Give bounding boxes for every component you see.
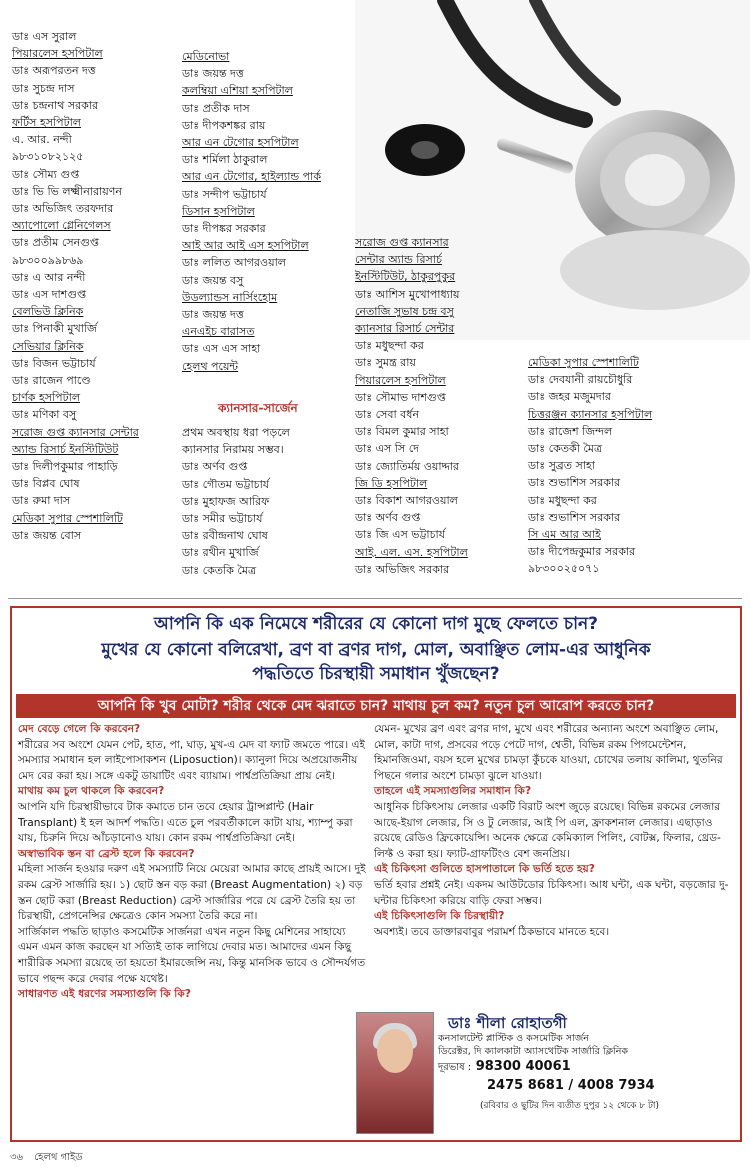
hospital-name: জি ডি হসপিটাল: [355, 476, 428, 490]
doctor-entry: ডাঃ সৌমাভ দাশগুপ্ত: [355, 390, 446, 404]
advert-paragraph: মহিলা সার্জন হওয়ার দরুণ এই সমস্যাটি নিয়ে মেয়েরা আমার কাছে প্রায়ই আসে। দুই রকম ব্রেস্ট সার্জারি হয়। ১) ছোট স্তন বড় করা (Breast Augmentation) ২) বড় স্তন ছোট করা (Breast Reduction) ব্রেস্ট সার্জারির পরে যে ব্রেস্ট তৈরি হয় তা চিরস্থায়ী, প্রেগনেন্সির ক্ষেত্রেও কোন সমস্যা তৈরি করে না।: [18, 863, 366, 923]
doctor-entry: ডাঃ সমীর ভট্টাচার্য: [182, 512, 263, 526]
doctor-entry: ডাঃ এস এস সাহা: [182, 342, 261, 356]
advert-headline-2a: মুখের যে কোনো বলিরেখা, ব্রণ বা ব্রণর দাগ, মোল, অবাঞ্ছিত লোম-এর আধুনিক: [101, 640, 651, 660]
advert-subheading: এই চিকিৎসা গুলিতে হাসপাতালে কি ভর্তি হতে হয়?: [374, 863, 595, 876]
hospital-name: আর এন টেগোর, হাইল্যান্ড পার্ক: [182, 170, 322, 184]
doctor-entry: ৯৮৩০০২৫০৭১: [528, 562, 600, 576]
hospital-name: উডল্যান্ডস নার্সিংহোম: [182, 290, 278, 304]
advert-paragraph: অবশ্যই। তবে ডাক্তারবাবুর পরামর্শ ঠিকভাবে মানতে হবে।: [374, 925, 610, 938]
doctor-entry: ৯৮৩১০৮২১২৫: [12, 150, 84, 164]
doctor-title-2: ডিরেক্টর, দি ক্যালকাটা অ্যাসথেটিক সার্জারি ক্লিনিক: [438, 1046, 629, 1057]
advert-paragraph: সার্জিকাল পদ্ধতি ছাড়াও কসমেটিক সার্জনরা এখন নতুন কিছু মেশিনের সাহায্যে এমন এমন কাজ করছেন যা সত্যিই তাক লাগিয়ে দেবার মত। আমাদের এমন কিছু শারীরিক সমস্যা রয়েছে তা হয়তো ইমারজেন্সি নয়, কিন্তু মানসিক ভাবে ও সৌন্দর্যগত ভাবে পছন্দ করে দেবার পক্ষে যথেষ্ট।: [18, 925, 366, 985]
doctor-entry: ৯৮৩০০৯৯৮৬৯: [12, 253, 84, 267]
phone-line-1: [438, 1059, 571, 1077]
advert-subheading: এই চিকিৎসাগুলি কি চিরস্থায়ী?: [374, 910, 505, 923]
hospital-name: বেলভিউ ক্লিনিক: [12, 305, 84, 319]
hospital-name: সেন্টার অ্যান্ড রিসার্চ: [355, 253, 442, 267]
hospital-name: পিয়ারলেস হসপিটাল: [12, 47, 103, 61]
doctor-entry: ডাঃ চন্দ্রনাথ সরকার: [12, 98, 99, 112]
doctor-entry: ডাঃ জয়ন্ত দত্ত: [182, 67, 244, 81]
cosmetic-surgery-advert: [10, 606, 742, 1142]
doctor-entry: ক্যানসার নিরাময় সম্ভব।: [182, 443, 284, 457]
doctor-entry: ডাঃ আশিস মুখোপাধ্যায়: [355, 287, 460, 301]
advert-question-band: আপনি কি খুব মোটা? শরীর থেকে মেদ ঝরাতে চান? মাথায় চুল কম? নতুন চুল আরোপ করতে চান?: [16, 694, 736, 718]
advert-subheading: তাহলে এই সমস্যাগুলির সমাধান কি?: [374, 785, 532, 798]
hospital-name: ইনস্টিটিউট, ঠাকুরপুকুর: [355, 270, 456, 284]
doctor-entry: ডাঃ অরূপরতন দত্ত: [12, 64, 96, 78]
cancer-surgeon-list: [182, 424, 290, 579]
hospital-name: চিত্তরঞ্জন ক্যানসার হসপিটাল: [528, 407, 653, 421]
hospital-name: অ্যাপোলো গ্লেনিগেলস: [12, 219, 111, 233]
doctor-entry: ডাঃ এস সি দে: [355, 442, 419, 456]
doctor-entry: ডাঃ জ্যোতির্ময় ওয়াদ্দার: [355, 459, 459, 473]
doctor-entry: ডাঃ রথীন মুখার্জি: [182, 546, 259, 560]
directory-column-2: [182, 48, 357, 375]
doctor-entry: ডাঃ এস দাশগুপ্ত: [12, 288, 87, 302]
hospital-name: অ্যান্ড রিসার্চ ইনস্টিটিউট: [12, 442, 119, 456]
advert-paragraph: আধুনিক চিকিৎসায় লেজার একটি বিরাট অংশ জুড়ে রয়েছে। বিভিন্ন রকমের লেজার আছে-ইয়াগ লেজার, সি ও টু লেজার, আই পি এল, ফ্রাকশনাল লেজার। এছাড়াও রয়েছে রেডিও ফ্রিকোয়েন্সি। অনেক ক্ষেত্রে কেমিক্যাল পিলিং, বোটক্স, ফিলার, থ্রেড-লিফ্ট ও করা হয়। ফ্যাট-গ্রাফটিংও বেশ জনপ্রিয়।: [374, 800, 721, 860]
doctor-entry: ডাঃ মুহাফজ আরিফ: [182, 494, 270, 508]
doctor-entry: ডাঃ জহর মজুমদার: [528, 390, 611, 404]
hospital-name: এনএইচ বারাসত: [182, 325, 255, 339]
cancer-surgeon-heading: ক্যানসার-সার্জেন: [218, 401, 298, 415]
advert-right-column: [374, 722, 734, 940]
doctor-entry: ডাঃ অভিজিৎ তরফদার: [12, 202, 114, 216]
doctor-entry: ডাঃ প্রতীম সেনগুপ্ত: [12, 236, 99, 250]
doctor-entry: ডাঃ জয়ন্ত দত্ত: [182, 308, 244, 322]
doctor-name: ডাঃ শীলা রোহাতগী: [448, 1014, 567, 1032]
doctor-entry: ডাঃ সুমন্ত্র রায়: [355, 356, 416, 370]
doctor-entry: ডাঃ সেবা বর্ধন: [355, 408, 420, 422]
doctor-entry: ডাঃ জয়ন্ত বসু: [182, 273, 244, 287]
hospital-name: ফর্টিস হসপিটাল: [12, 116, 81, 130]
hospital-name: সেভিয়ার ক্লিনিক: [12, 339, 84, 353]
hospital-name: হেলথ পয়েন্ট: [182, 359, 239, 373]
doctor-entry: ডাঃ গৌতম ভট্টাচার্য: [182, 477, 270, 491]
directory-column-1: [12, 28, 172, 544]
doctor-entry: প্রথম অবস্থায় ধরা পড়লে: [182, 426, 290, 439]
doctor-entry: ডাঃ অভিজিৎ সরকার: [355, 562, 450, 576]
doctor-entry: ডাঃ সৌম্য গুপ্ত: [12, 167, 80, 181]
doctor-entry: ডাঃ দীপঙ্কর সরকার: [182, 222, 266, 236]
hospital-name: মেডিনোভা: [182, 50, 230, 63]
hospital-name: ডিসান হসপিটাল: [182, 204, 255, 218]
doctor-entry: এ. আর. নন্দী: [12, 133, 72, 147]
hospital-name: মেডিকা সুপার স্পেশালিটি: [12, 511, 123, 525]
advert-subheading: মেদ বেড়ে গেলে কি করবেন?: [18, 723, 141, 735]
advert-paragraph: আপনি যদি চিরস্থায়ীভাবে টাক কমাতে চান তবে হেয়ার ট্রান্সপ্লান্ট (Hair Transplant) ই হল আদর্শ পদ্ধতি। এতে চুল পরবর্তীকালে কাটা যায়, শ্যাম্পু করা যায়, চিরুনি দিয়ে আঁচড়ানোও যায়। কোন রকম পার্শ্বপ্রতিক্রিয়া নেই।: [18, 800, 353, 845]
hospital-name: চার্ণক হসপিটাল: [12, 391, 81, 405]
doctor-entry: ডাঃ জি এস ভট্টাচার্য: [355, 528, 446, 542]
doctor-entry: ডাঃ শর্মিলা ঠাকুরাল: [182, 153, 268, 167]
page-footer: [10, 1150, 91, 1167]
phone-number-2: 2475 8681 / 4008 7934: [487, 1078, 655, 1093]
hospital-name: সরোজ গুপ্ত ক্যানসার: [355, 236, 449, 249]
directory-column-4: [528, 354, 743, 578]
hospital-name: সি এম আর আই: [528, 528, 601, 542]
directory-column-3: [355, 234, 530, 578]
page-number: ৩৬: [10, 1152, 24, 1163]
advert-subheading: অস্বাভাবিক স্তন বা ব্রেস্ট হলে কি করবেন?: [18, 847, 195, 860]
doctor-entry: ডাঃ ভি ভি লক্ষ্মীনারায়ণন: [12, 184, 122, 198]
doctor-entry: ডাঃ এ আর নন্দী: [12, 270, 86, 284]
advert-headline-2b: পদ্ধতিতে চিরস্থায়ী সমাধান খুঁজছেন?: [252, 664, 500, 684]
advert-subheading: সাধারণত এই ধরণের সমস্যাগুলি কি কি?: [18, 988, 191, 1001]
doctor-entry: ডাঃ রবীন্দ্রনাথ ঘোষ: [182, 529, 268, 543]
advert-paragraph: ভর্তি হবার প্রশ্নই নেই। একদম আউটডোর চিকিৎসা। আধ ঘন্টা, এক ঘন্টা, বড়জোর দু-ঘন্টার চিকিৎসা করিয়ে বাড়ি ফেরা সম্ভব।: [374, 878, 729, 907]
hospital-name: সরোজ গুপ্ত ক্যানসার সেন্টার: [12, 425, 139, 439]
doctor-title-1: কনসালটেন্ট প্লাস্টিক ও কসমেটিক সার্জন: [438, 1033, 589, 1044]
doctor-entry: ডাঃ মণিকা বসু: [12, 408, 77, 422]
doctor-entry: ডাঃ সন্দীপ ভট্টাচার্য: [182, 187, 267, 201]
doctor-credentials: [438, 1032, 628, 1058]
doctor-entry: ডাঃ মধুছন্দা কর: [528, 493, 597, 507]
doctor-entry: ডাঃ রাজেশ জিন্দল: [528, 424, 613, 438]
doctor-entry: ডাঃ দিলীপকুমার পাহাড়ি: [12, 460, 118, 474]
doctor-entry: ডাঃ রাজেন পাণ্ডে: [12, 374, 91, 388]
hospital-name: আই. এল. এস. হসপিটাল: [355, 545, 468, 559]
doctor-entry: ডাঃ দেবযানী রায়চৌধুরি: [528, 373, 633, 387]
doctor-photo: [356, 1012, 434, 1134]
hospital-name: মেডিকা সুপার স্পেশালিটি: [528, 356, 639, 369]
doctor-entry: ডাঃ সুব্রত সাহা: [528, 459, 595, 473]
doctor-entry: ডাঃ মধুছন্দা কর: [355, 339, 424, 353]
hospital-name: আর এন টেগোর হসপিটাল: [182, 136, 299, 150]
doctor-entry: ডাঃ শুভাশিস সরকার: [528, 476, 621, 490]
doctor-entry: ডাঃ অর্ণব গুপ্ত: [355, 511, 421, 525]
doctor-entry: ডাঃ রুমা দাস: [12, 494, 71, 508]
advert-paragraph: যেমন- মুখের ব্রণ এবং ব্রণর দাগ, মুখে এবং শরীরের অন্যান্য অংশে অবাঞ্ছিত লোম, মোল, কাটা দাগ, প্রসবের পড়ে পেটে দাগ, শ্বেতী, বিভিন্ন রকম পিগমেন্টেশন, হিমানজিওমা, বয়স হলে মুখের চামড়া কুঁচকে যাওয়া, চোখের তলায় কালিমা, থুতনির পিছনে গলার অংশে চামড়া ঝুলে যাওয়া।: [374, 723, 723, 782]
section-divider: [8, 598, 742, 599]
doctor-entry: ডাঃ পিনাকী মুখার্জি: [12, 322, 97, 336]
doctor-entry: ডাঃ দীপকশঙ্কর রায়: [182, 118, 266, 132]
doctor-entry: ডাঃ বিমল কুমার সাহা: [355, 425, 449, 439]
doctor-entry: ডাঃ এস সুরাল: [12, 30, 77, 43]
doctor-entry: ডাঃ জয়ন্ত বোস: [12, 528, 82, 542]
advert-headline-2: [12, 638, 740, 686]
hospital-name: আই আর আই এস হসপিটাল: [182, 239, 309, 253]
magazine-title: হেলথ গাইড: [34, 1152, 83, 1163]
doctor-entry: ডাঃ বিকাশ আগরওয়াল: [355, 494, 458, 508]
advert-left-column: [18, 722, 368, 1003]
doctor-entry: ডাঃ কেতকি মৈত্র: [182, 563, 257, 577]
doctor-face: [377, 1029, 413, 1073]
doctor-entry: ডাঃ প্রতীক দাস: [182, 101, 250, 115]
advert-headline-1: আপনি কি এক নিমেষে শরীরের যে কোনো দাগ মুছে ফেলতে চান?: [153, 614, 599, 634]
hospital-name: নেতাজি সুভাষ চন্দ্র বসু: [355, 304, 454, 318]
hospital-name: ক্যানসার রিসার্চ সেন্টার: [355, 322, 455, 336]
doctor-entry: ডাঃ ললিত আগরওয়াল: [182, 256, 286, 270]
doctor-entry: ডাঃ বিজন ভট্টাচার্য: [12, 356, 96, 370]
phone-label: দূরভাষ :: [438, 1062, 472, 1073]
advert-paragraph: শরীরের সব অংশে যেমন পেট, হাত, পা, ঘাড়, মুখ-এ মেদ বা ফ্যাট জমতে পারে। এই সমস্যার সমাধান হল লাইপোসাকশন (Liposuction)। ক্যানুলা দিয়ে অপ্রয়োজনীয় মেদ বের করা হয়। সঙ্গে একটু ডায়াটিং এবং ব্যায়াম। পার্শ্বপ্রতিক্রিয়া প্রায় নেই।: [18, 738, 366, 782]
advert-subheading: মাথায় কম চুল থাকলে কি করবেন?: [18, 785, 165, 798]
hospital-name: কলম্বিয়া এশিয়া হসপিটাল: [182, 84, 293, 98]
doctor-entry: ডাঃ শুভাশিস সরকার: [528, 510, 621, 524]
visiting-hours-note: (রবিবার ও ছুটির দিন ব্যতীত দুপুর ১২ থেকে ৮ টা): [480, 1101, 659, 1111]
doctor-entry: ডাঃ সুচন্দ্র দাস: [12, 81, 75, 95]
doctor-entry: ডাঃ দীপেন্দ্রকুমার সরকার: [528, 545, 636, 559]
doctor-entry: ডাঃ অর্ণব গুপ্ত: [182, 460, 248, 474]
doctor-entry: ডাঃ কেতকী মৈত্র: [528, 442, 603, 456]
phone-number-1: 98300 40061: [475, 1059, 571, 1074]
hospital-name: পিয়ারলেস হসপিটাল: [355, 373, 446, 387]
doctor-entry: ডাঃ বিপ্লব ঘোষ: [12, 477, 80, 491]
